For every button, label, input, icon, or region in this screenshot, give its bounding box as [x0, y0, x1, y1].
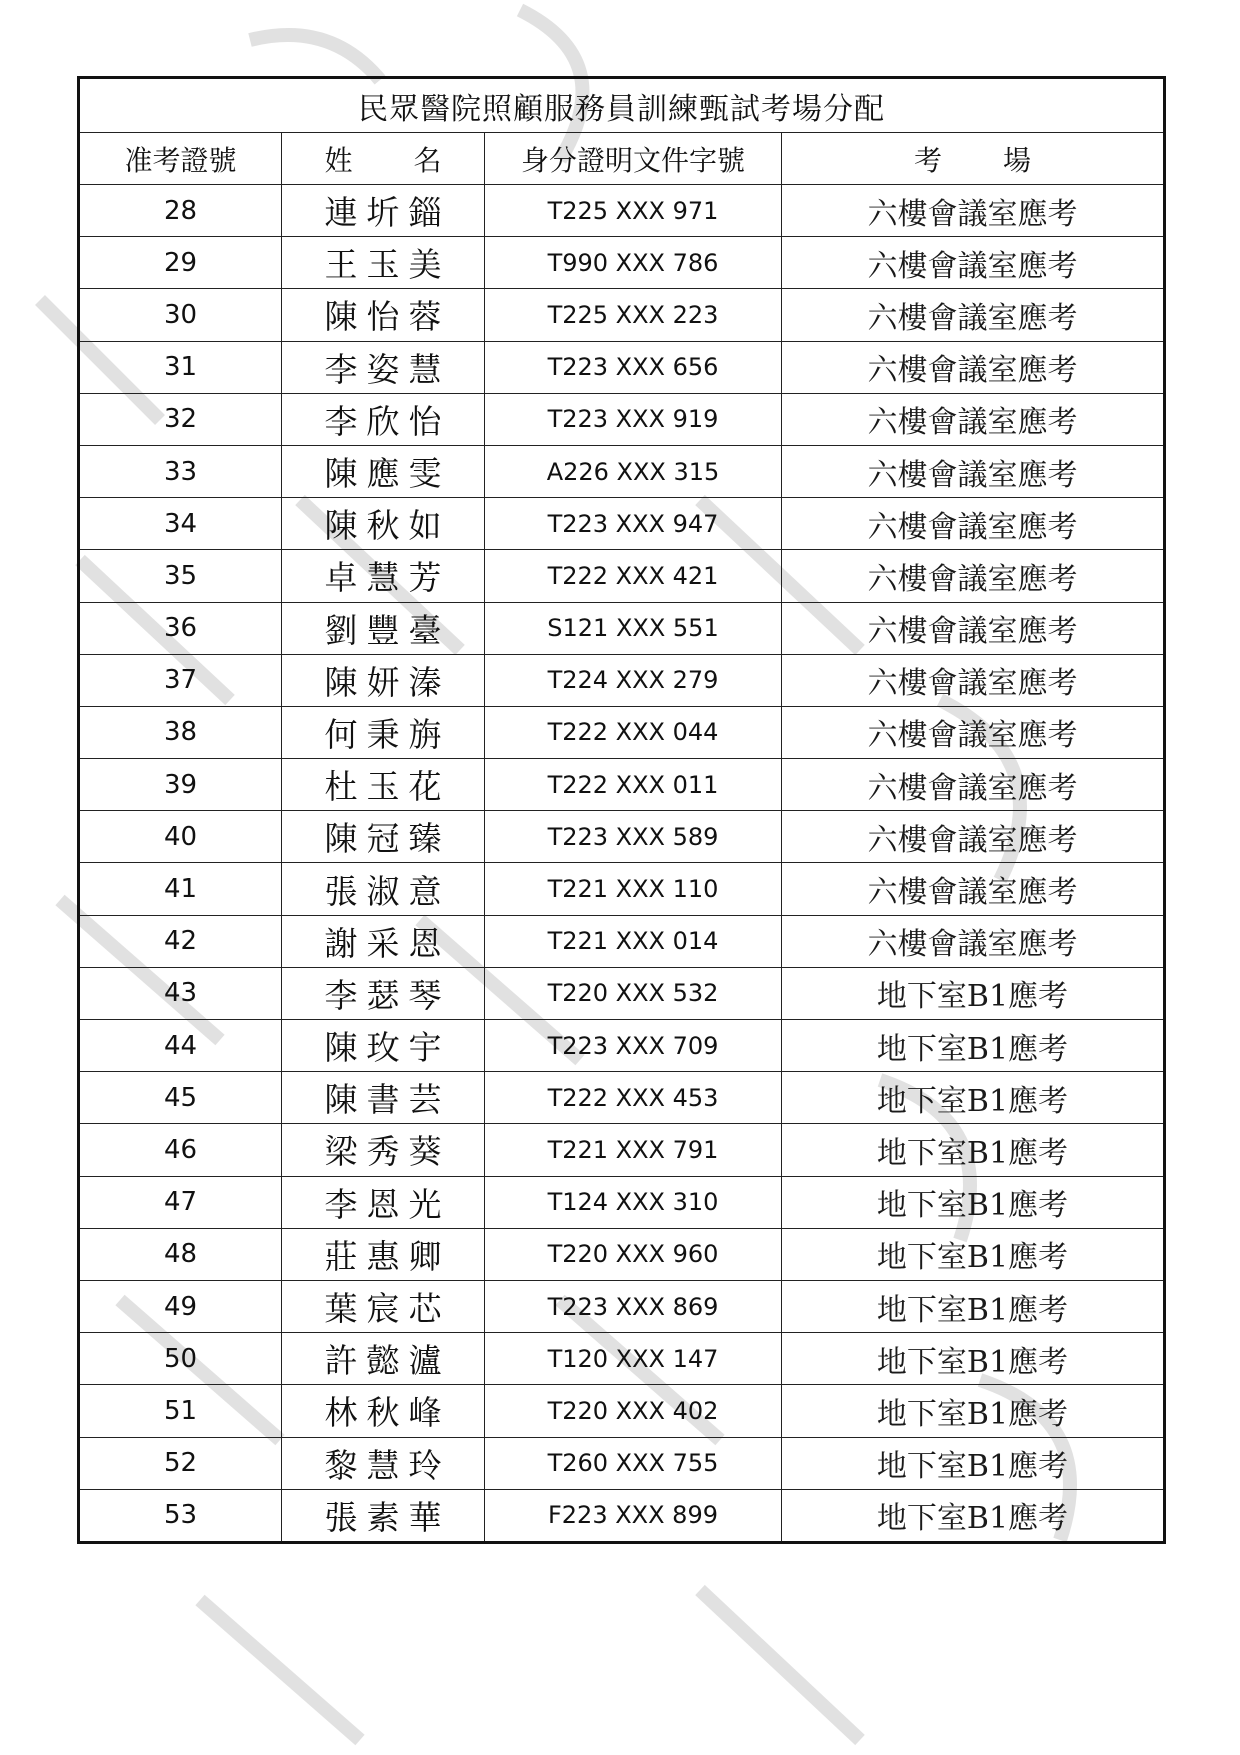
roster-body — [79, 185, 1165, 1543]
name-cell: 劉豐臺 — [282, 602, 485, 654]
exam-number-cell: 33 — [79, 445, 282, 497]
name-cell: 梁秀葵 — [282, 1124, 485, 1176]
name-cell: 李瑟琴 — [282, 967, 485, 1019]
table-row — [79, 1176, 1165, 1228]
exam-number-cell: 43 — [79, 967, 282, 1019]
id-number-cell: T990 XXX 786 — [485, 237, 782, 289]
name-cell: 張素華 — [282, 1489, 485, 1542]
exam-number-cell: 44 — [79, 1020, 282, 1072]
exam-room-cell: 六樓會議室應考 — [782, 550, 1165, 602]
name-cell: 謝采恩 — [282, 915, 485, 967]
id-number-cell: T221 XXX 110 — [485, 863, 782, 915]
exam-number-cell: 35 — [79, 550, 282, 602]
name-cell: 張淑意 — [282, 863, 485, 915]
name-cell: 陳書芸 — [282, 1072, 485, 1124]
name-cell: 連圻錙 — [282, 185, 485, 237]
id-number-cell: T221 XXX 014 — [485, 915, 782, 967]
exam-room-table — [77, 76, 1166, 1544]
exam-number-cell: 34 — [79, 498, 282, 550]
exam-room-cell: 六樓會議室應考 — [782, 237, 1165, 289]
table-row — [79, 1020, 1165, 1072]
id-number-cell: T221 XXX 791 — [485, 1124, 782, 1176]
name-cell: 李欣怡 — [282, 393, 485, 445]
table-row — [79, 915, 1165, 967]
exam-room-cell: 六樓會議室應考 — [782, 654, 1165, 706]
exam-number-cell: 51 — [79, 1385, 282, 1437]
table-row — [79, 1072, 1165, 1124]
id-number-cell: T224 XXX 279 — [485, 654, 782, 706]
id-number-cell: T225 XXX 971 — [485, 185, 782, 237]
exam-room-cell: 六樓會議室應考 — [782, 185, 1165, 237]
column-header-row — [79, 133, 1165, 185]
name-cell: 葉宸芯 — [282, 1280, 485, 1332]
table-row — [79, 393, 1165, 445]
exam-room-cell: 六樓會議室應考 — [782, 706, 1165, 758]
table-row — [79, 863, 1165, 915]
exam-number-cell: 30 — [79, 289, 282, 341]
exam-number-cell: 37 — [79, 654, 282, 706]
table-row — [79, 498, 1165, 550]
table-row — [79, 602, 1165, 654]
name-cell: 何秉旃 — [282, 706, 485, 758]
name-cell: 陳應雯 — [282, 445, 485, 497]
name-cell: 黎慧玲 — [282, 1437, 485, 1489]
table-row — [79, 289, 1165, 341]
exam-number-cell: 39 — [79, 759, 282, 811]
name-cell: 杜玉花 — [282, 759, 485, 811]
exam-room-cell: 六樓會議室應考 — [782, 445, 1165, 497]
id-number-cell: T120 XXX 147 — [485, 1333, 782, 1385]
id-number-cell: T223 XXX 709 — [485, 1020, 782, 1072]
table-row — [79, 1489, 1165, 1542]
id-number-cell: T222 XXX 421 — [485, 550, 782, 602]
exam-room-cell: 地下室B1應考 — [782, 1489, 1165, 1542]
exam-number-cell: 41 — [79, 863, 282, 915]
table-row — [79, 759, 1165, 811]
id-number-cell: T222 XXX 044 — [485, 706, 782, 758]
exam-number-cell: 52 — [79, 1437, 282, 1489]
table-row — [79, 654, 1165, 706]
table-row — [79, 237, 1165, 289]
table-row — [79, 1385, 1165, 1437]
exam-room-cell: 六樓會議室應考 — [782, 863, 1165, 915]
exam-number-cell: 46 — [79, 1124, 282, 1176]
table-row — [79, 1124, 1165, 1176]
column-header-exam-number: 准考證號 — [79, 133, 282, 185]
name-cell: 陳玫宇 — [282, 1020, 485, 1072]
table-title: 民眾醫院照顧服務員訓練甄試考場分配 — [79, 78, 1165, 133]
table-row — [79, 811, 1165, 863]
name-cell: 陳怡蓉 — [282, 289, 485, 341]
table-row — [79, 1333, 1165, 1385]
table-row — [79, 1437, 1165, 1489]
exam-number-cell: 36 — [79, 602, 282, 654]
exam-number-cell: 50 — [79, 1333, 282, 1385]
id-number-cell: T225 XXX 223 — [485, 289, 782, 341]
name-cell: 李姿慧 — [282, 341, 485, 393]
exam-room-cell: 六樓會議室應考 — [782, 393, 1165, 445]
exam-room-cell: 地下室B1應考 — [782, 1020, 1165, 1072]
name-cell: 王玉美 — [282, 237, 485, 289]
name-cell: 林秋峰 — [282, 1385, 485, 1437]
name-cell: 卓慧芳 — [282, 550, 485, 602]
exam-room-cell: 地下室B1應考 — [782, 1333, 1165, 1385]
exam-room-cell: 地下室B1應考 — [782, 1124, 1165, 1176]
id-number-cell: S121 XXX 551 — [485, 602, 782, 654]
table-row — [79, 1228, 1165, 1280]
name-cell: 許懿瀘 — [282, 1333, 485, 1385]
id-number-cell: T223 XXX 947 — [485, 498, 782, 550]
exam-room-cell: 六樓會議室應考 — [782, 341, 1165, 393]
exam-room-cell: 地下室B1應考 — [782, 1437, 1165, 1489]
exam-room-cell: 地下室B1應考 — [782, 1280, 1165, 1332]
exam-room-cell: 六樓會議室應考 — [782, 498, 1165, 550]
id-number-cell: T220 XXX 532 — [485, 967, 782, 1019]
table-row — [79, 550, 1165, 602]
column-header-name: 姓 名 — [282, 133, 485, 185]
exam-number-cell: 38 — [79, 706, 282, 758]
table-row — [79, 445, 1165, 497]
name-cell: 莊惠卿 — [282, 1228, 485, 1280]
exam-room-cell: 地下室B1應考 — [782, 967, 1165, 1019]
table-row — [79, 1280, 1165, 1332]
exam-room-cell: 地下室B1應考 — [782, 1072, 1165, 1124]
exam-number-cell: 49 — [79, 1280, 282, 1332]
id-number-cell: T222 XXX 453 — [485, 1072, 782, 1124]
exam-room-cell: 六樓會議室應考 — [782, 811, 1165, 863]
name-cell: 陳妍溱 — [282, 654, 485, 706]
id-number-cell: F223 XXX 899 — [485, 1489, 782, 1542]
id-number-cell: A226 XXX 315 — [485, 445, 782, 497]
exam-number-cell: 31 — [79, 341, 282, 393]
exam-number-cell: 47 — [79, 1176, 282, 1228]
name-cell: 陳冠臻 — [282, 811, 485, 863]
exam-room-cell: 六樓會議室應考 — [782, 915, 1165, 967]
exam-room-cell: 地下室B1應考 — [782, 1176, 1165, 1228]
id-number-cell: T223 XXX 589 — [485, 811, 782, 863]
table-row — [79, 706, 1165, 758]
exam-number-cell: 32 — [79, 393, 282, 445]
id-number-cell: T220 XXX 960 — [485, 1228, 782, 1280]
exam-room-cell: 六樓會議室應考 — [782, 602, 1165, 654]
name-cell: 陳秋如 — [282, 498, 485, 550]
table-row — [79, 341, 1165, 393]
table-row — [79, 967, 1165, 1019]
exam-number-cell: 45 — [79, 1072, 282, 1124]
roster-sheet — [77, 76, 1163, 1544]
column-header-id-number: 身分證明文件字號 — [485, 133, 782, 185]
exam-number-cell: 29 — [79, 237, 282, 289]
exam-room-cell: 六樓會議室應考 — [782, 759, 1165, 811]
id-number-cell: T124 XXX 310 — [485, 1176, 782, 1228]
exam-room-cell: 六樓會議室應考 — [782, 289, 1165, 341]
exam-number-cell: 40 — [79, 811, 282, 863]
id-number-cell: T260 XXX 755 — [485, 1437, 782, 1489]
table-row — [79, 185, 1165, 237]
exam-number-cell: 28 — [79, 185, 282, 237]
id-number-cell: T223 XXX 919 — [485, 393, 782, 445]
name-cell: 李恩光 — [282, 1176, 485, 1228]
exam-room-cell: 地下室B1應考 — [782, 1385, 1165, 1437]
exam-number-cell: 53 — [79, 1489, 282, 1542]
exam-number-cell: 48 — [79, 1228, 282, 1280]
id-number-cell: T222 XXX 011 — [485, 759, 782, 811]
id-number-cell: T223 XXX 869 — [485, 1280, 782, 1332]
id-number-cell: T223 XXX 656 — [485, 341, 782, 393]
id-number-cell: T220 XXX 402 — [485, 1385, 782, 1437]
column-header-exam-room: 考 場 — [782, 133, 1165, 185]
exam-number-cell: 42 — [79, 915, 282, 967]
exam-room-cell: 地下室B1應考 — [782, 1228, 1165, 1280]
